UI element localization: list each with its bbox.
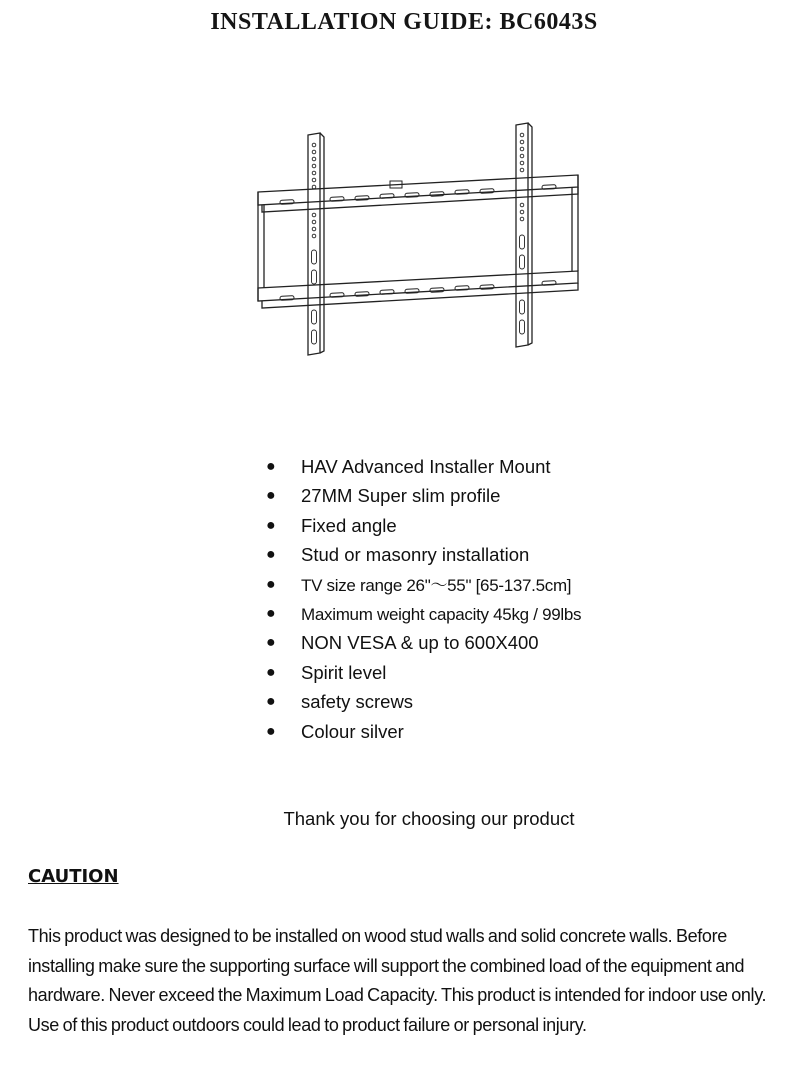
bullet-icon: ● bbox=[266, 634, 276, 652]
header-clip bbox=[0, 0, 808, 30]
list-item: ● Colour silver bbox=[262, 717, 581, 746]
feature-list bbox=[262, 452, 581, 746]
list-item: ● safety screws bbox=[262, 687, 581, 716]
list-item: ● Spirit level bbox=[262, 658, 581, 687]
bottom-rail bbox=[258, 271, 578, 301]
bullet-icon: ● bbox=[266, 604, 276, 622]
bullet-icon: ● bbox=[266, 516, 276, 534]
thank-you-message: Thank you for choosing our product bbox=[283, 808, 575, 829]
bullet-icon: ● bbox=[266, 663, 276, 681]
top-rail bbox=[258, 175, 578, 205]
caution-text: This product was designed to be installed on wood stud walls and solid concrete walls. Before installing make sure the supporting surface will support the combined load of the equipment and hardware. Never exceed the Maximum Load Capacity. This product is intended for indoor use only. Use of this product outdoors could lead to product failure or personal injury. bbox=[28, 926, 767, 1035]
left-upright bbox=[308, 133, 320, 355]
list-item: ● TV size range 26"～55" [65-137.5cm] bbox=[262, 570, 581, 599]
wall-mount-diagram bbox=[250, 115, 590, 365]
list-item: ● 27MM Super slim profile bbox=[262, 481, 581, 510]
bullet-icon: ● bbox=[266, 693, 276, 711]
list-item: ● Stud or masonry installation bbox=[262, 540, 581, 569]
page-title: INSTALLATION GUIDE: BC6043S bbox=[210, 9, 598, 30]
list-item: ● Fixed angle bbox=[262, 511, 581, 540]
bullet-icon: ● bbox=[266, 546, 276, 564]
list-item: ● HAV Advanced Installer Mount bbox=[262, 452, 581, 481]
list-item: ● Maximum weight capacity 45kg / 99lbs bbox=[262, 599, 581, 628]
upright-holes bbox=[312, 133, 525, 344]
list-item: ● NON VESA & up to 600X400 bbox=[262, 628, 581, 657]
bullet-icon: ● bbox=[266, 458, 276, 475]
caution-heading: CAUTION bbox=[28, 866, 119, 887]
bullet-icon: ● bbox=[266, 722, 276, 740]
bullet-icon: ● bbox=[266, 575, 276, 593]
bullet-icon: ● bbox=[266, 487, 276, 505]
